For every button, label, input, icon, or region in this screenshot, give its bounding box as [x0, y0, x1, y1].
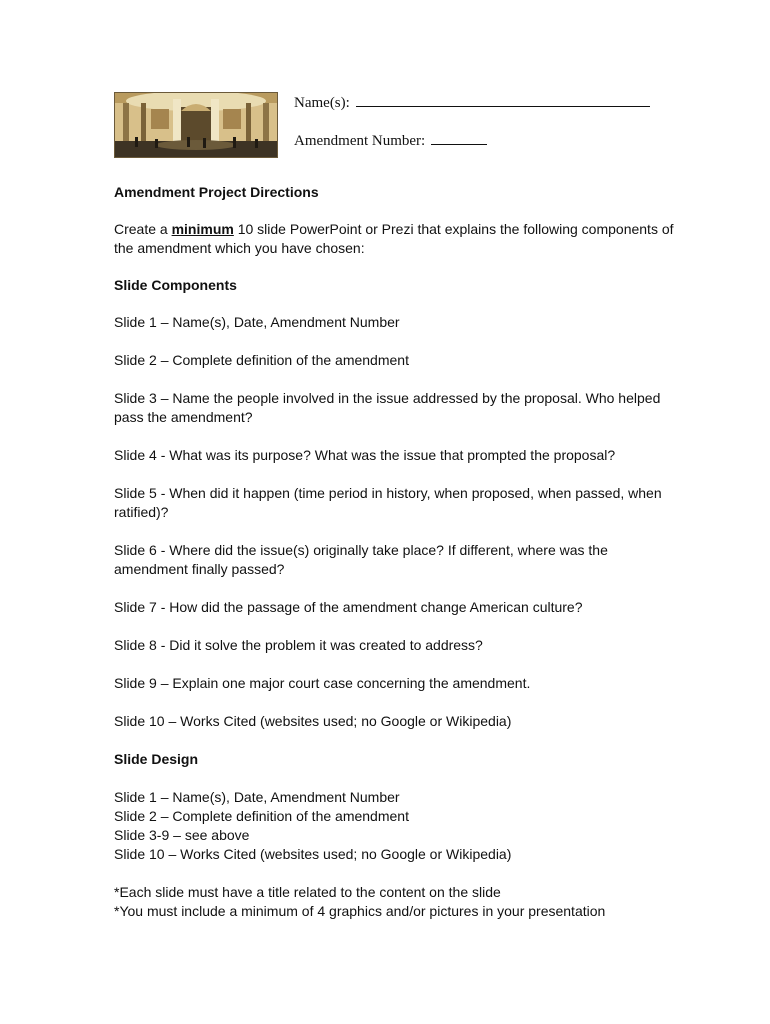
amendment-number-label: Amendment Number: — [294, 133, 426, 149]
design-slide-1: Slide 1 – Name(s), Date, Amendment Number — [114, 789, 400, 805]
design-slide-10: Slide 10 – Works Cited (websites used; no Google or Wikipedia) — [114, 846, 512, 862]
components-heading: Slide Components — [114, 277, 237, 293]
component-slide-7: Slide 7 - How did the passage of the amendment change American culture? — [114, 599, 583, 615]
names-label: Name(s): — [294, 95, 350, 111]
intro-suffix: 10 slide PowerPoint or Prezi that explains the following components of the amendment which you have chosen: — [114, 221, 674, 256]
note-title-requirement: *Each slide must have a title related to the content on the slide — [114, 884, 501, 900]
amendment-number-field[interactable] — [294, 130, 487, 150]
names-blank[interactable] — [356, 92, 650, 107]
component-slide-10: Slide 10 – Works Cited (websites used; no Google or Wikipedia) — [114, 713, 512, 729]
names-field[interactable] — [294, 92, 650, 112]
intro-emphasis: minimum — [171, 221, 234, 237]
intro-prefix: Create a — [114, 221, 172, 237]
document-body — [114, 183, 674, 921]
document-title: Amendment Project Directions — [114, 184, 319, 200]
component-slide-1: Slide 1 – Name(s), Date, Amendment Number — [114, 314, 400, 330]
rotunda-image — [114, 92, 278, 158]
component-slide-5: Slide 5 - When did it happen (time period in history, when proposed, when passed, when ratified)? — [114, 485, 662, 520]
amendment-number-blank[interactable] — [431, 130, 487, 145]
note-graphics-requirement: *You must include a minimum of 4 graphics and/or pictures in your presentation — [114, 903, 606, 919]
design-heading: Slide Design — [114, 751, 199, 767]
design-slide-2: Slide 2 – Complete definition of the amendment — [114, 808, 409, 824]
component-slide-6: Slide 6 - Where did the issue(s) originally take place? If different, where was the amendment finally passed? — [114, 542, 608, 577]
component-slide-3: Slide 3 – Name the people involved in the issue addressed by the proposal. Who helped pass the amendment? — [114, 390, 661, 425]
component-slide-4: Slide 4 - What was its purpose? What was the issue that prompted the proposal? — [114, 447, 616, 463]
component-slide-9: Slide 9 – Explain one major court case concerning the amendment. — [114, 675, 531, 691]
design-slide-3-9: Slide 3-9 – see above — [114, 827, 250, 843]
intro-paragraph — [114, 220, 674, 258]
component-slide-8: Slide 8 - Did it solve the problem it was created to address? — [114, 637, 483, 653]
component-slide-2: Slide 2 – Complete definition of the amendment — [114, 352, 409, 368]
